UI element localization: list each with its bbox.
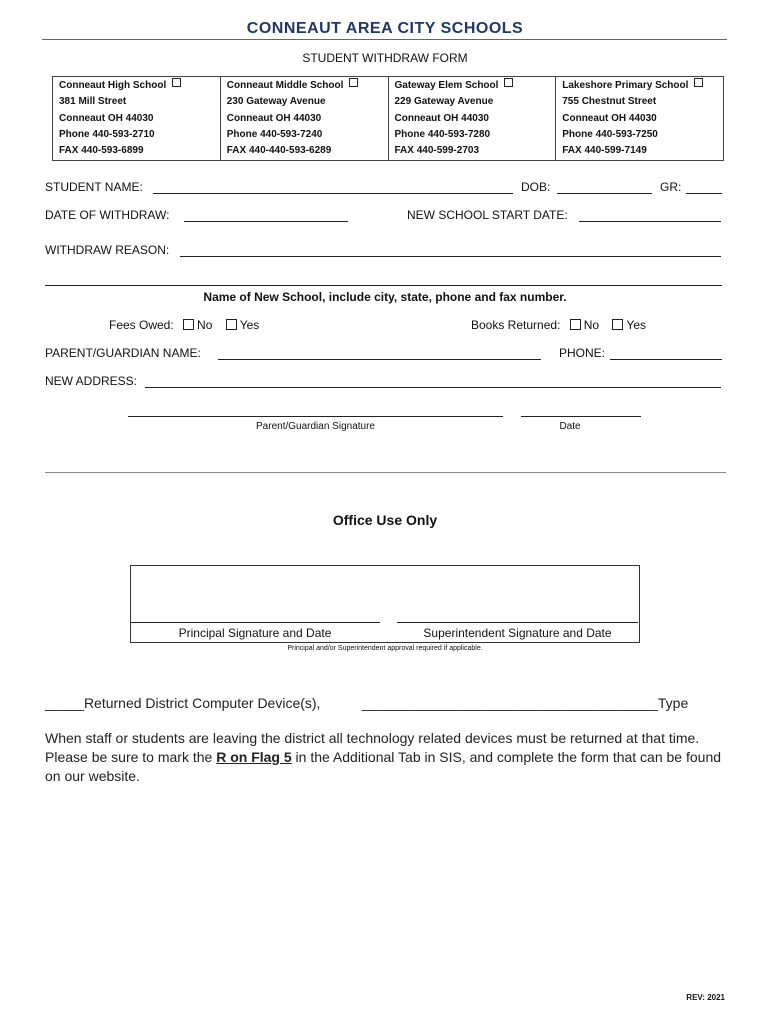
parent-date-caption: Date xyxy=(559,421,581,432)
school-city: Conneaut OH 44030 xyxy=(226,112,322,124)
school-city: Conneaut OH 44030 xyxy=(562,112,657,124)
new-address-label: NEW ADDRESS: xyxy=(45,374,138,388)
school-checkbox[interactable] xyxy=(172,78,181,87)
school-phone: Phone 440-593-2710 xyxy=(59,128,155,140)
new-school-start-label: NEW SCHOOL START DATE: xyxy=(407,208,568,222)
withdraw-date-label: DATE OF WITHDRAW: xyxy=(45,208,170,222)
school-cell-lakeshore xyxy=(556,77,724,161)
grade-label: GR: xyxy=(660,180,682,194)
student-name-label: STUDENT NAME: xyxy=(45,180,143,194)
withdraw-reason-label: WITHDRAW REASON: xyxy=(45,243,170,257)
device-type-blank[interactable]: ______________________________________ xyxy=(362,695,658,711)
dob-label: DOB: xyxy=(521,180,551,194)
books-no-label: No xyxy=(583,318,600,332)
parent-name-label: PARENT/GUARDIAN NAME: xyxy=(45,346,201,360)
revision-label: REV: 2021 xyxy=(686,993,725,1002)
school-city: Conneaut OH 44030 xyxy=(59,112,154,124)
school-name: Conneaut Middle School xyxy=(226,80,344,91)
school-fax: FAX 440-440-593-6289 xyxy=(226,145,332,157)
office-use-heading: Office Use Only xyxy=(332,512,438,528)
parent-name-field[interactable] xyxy=(218,359,541,360)
withdraw-reason-field[interactable] xyxy=(180,256,721,257)
school-city: Conneaut OH 44030 xyxy=(394,112,489,124)
fees-owed-label: Fees Owed: xyxy=(109,318,174,332)
school-checkbox[interactable] xyxy=(694,78,703,87)
returned-devices-line xyxy=(45,695,320,711)
new-school-caption: Name of New School, include city, state, phone and fax number. xyxy=(203,290,567,304)
notice-text-after: in the Additional Tab in SIS, and complete the form that can be found on our website. xyxy=(45,749,722,784)
books-returned-label: Books Returned: xyxy=(471,318,561,332)
flag-reference: R on Flag 5 xyxy=(216,749,292,765)
school-fax: FAX 440-599-7149 xyxy=(562,145,647,157)
school-phone: Phone 440-593-7240 xyxy=(226,128,323,140)
form-subtitle: STUDENT WITHDRAW FORM xyxy=(302,51,468,65)
school-name: Conneaut High School xyxy=(59,80,167,91)
form-title: CONNEAUT AREA CITY SCHOOLS xyxy=(246,20,524,37)
books-yes-label: Yes xyxy=(626,318,646,332)
parent-signature-caption: Parent/Guardian Signature xyxy=(256,421,375,432)
fees-no-checkbox[interactable] xyxy=(183,319,194,330)
school-street: 381 Mill Street xyxy=(59,96,127,108)
principal-signature-caption: Principal Signature and Date xyxy=(178,626,332,640)
returned-devices-label: Returned District Computer Device(s), xyxy=(83,695,321,711)
school-checkbox[interactable] xyxy=(349,78,358,87)
school-phone: Phone 440-593-7280 xyxy=(394,128,491,140)
fees-no-label: No xyxy=(197,318,213,332)
school-name: Lakeshore Primary School xyxy=(562,80,689,91)
dob-field[interactable] xyxy=(557,193,652,194)
fees-yes-checkbox[interactable] xyxy=(226,319,237,330)
returned-devices-blank[interactable]: _____ xyxy=(45,695,84,711)
superintendent-signature-field[interactable] xyxy=(397,622,638,623)
student-name-field[interactable] xyxy=(153,193,513,194)
grade-field[interactable] xyxy=(686,193,722,194)
new-school-field[interactable] xyxy=(45,285,722,286)
parent-signature-field[interactable] xyxy=(128,416,503,417)
school-cell-high xyxy=(53,77,221,161)
school-street: 230 Gateway Avenue xyxy=(226,96,326,108)
parent-signature-date-field[interactable] xyxy=(521,416,641,417)
approval-note: Principal and/or Superintendent approval required if applicable. xyxy=(287,645,483,652)
school-fax: FAX 440-599-2703 xyxy=(394,145,480,157)
device-type-label: Type xyxy=(657,695,689,711)
phone-field[interactable] xyxy=(610,359,722,360)
fees-owed-group xyxy=(109,318,259,332)
principal-signature-field[interactable] xyxy=(130,622,380,623)
school-checkbox[interactable] xyxy=(504,78,513,87)
school-cell-gateway xyxy=(388,77,556,161)
new-address-field[interactable] xyxy=(145,387,721,388)
title-divider xyxy=(42,39,727,40)
books-returned-group xyxy=(471,318,646,332)
section-divider xyxy=(45,472,726,473)
school-name: Gateway Elem School xyxy=(394,80,499,91)
superintendent-signature-caption: Superintendent Signature and Date xyxy=(423,626,612,640)
school-cell-middle xyxy=(220,77,388,161)
school-street: 755 Chestnut Street xyxy=(562,96,657,108)
device-type-line xyxy=(362,695,688,711)
books-yes-checkbox[interactable] xyxy=(612,319,623,330)
school-fax: FAX 440-593-6899 xyxy=(59,145,144,157)
school-street: 229 Gateway Avenue xyxy=(394,96,494,108)
phone-label: PHONE: xyxy=(559,346,606,360)
school-phone: Phone 440-593-7250 xyxy=(562,128,658,140)
notice-text-before: When staff or students are leaving the district all technology related devices must be returned at that time. Please be sure to mark the xyxy=(45,730,700,765)
new-school-start-field[interactable] xyxy=(579,221,721,222)
fees-yes-label: Yes xyxy=(239,318,260,332)
school-directory-table xyxy=(52,76,724,161)
withdraw-date-field[interactable] xyxy=(184,221,348,222)
books-no-checkbox[interactable] xyxy=(570,319,581,330)
technology-notice xyxy=(45,729,735,786)
